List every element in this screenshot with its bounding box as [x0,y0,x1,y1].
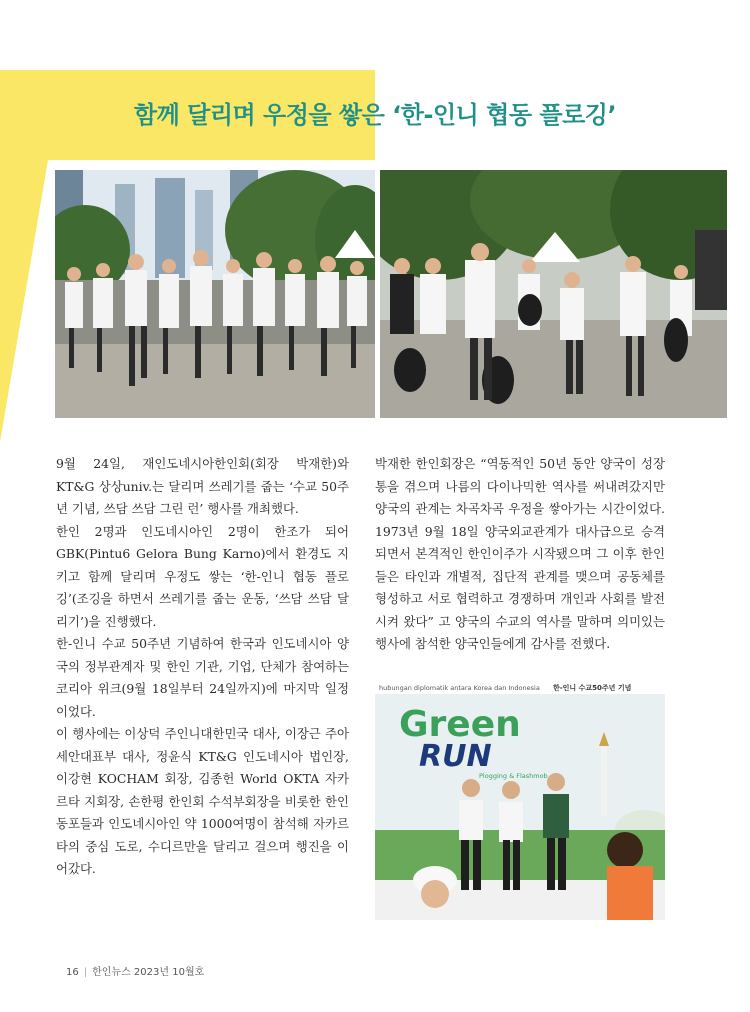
article-column-left [56,453,349,881]
banner-sub-text: Plogging & Flashmob [479,772,548,780]
photo-green-run-stage [375,680,665,920]
publication-name: 한인뉴스 2023년 10월호 [92,967,205,978]
page-title: 함께 달리며 우정을 쌓은 ‘한-인니 협동 플로깅’ [133,101,617,129]
banner-top-right-text: 한-인니 수교50주년 기념 [553,684,632,692]
paragraph: 9월 24일, 재인도네시아한인회(회장 박재한)와 KT&G 상상univ.는 달리며 쓰레기를 줍는 ‘수교 50주년 기념, 쓰담 쓰담 그린 런’ 행사를 개최했다. [56,456,349,516]
paragraph: 한인 2명과 인도네시아인 2명이 한조가 되어 GBK(Pintu6 Gelora Bung Karno)에서 환경도 지키고 함께 달리며 우정도 쌓는 ‘한-인니 협동 플로깅’(조깅을 하면서 쓰레기를 줍는 운동, ‘쓰담 쓰담 달리기’)을 진행했다. [56,523,349,629]
banner-run-text: RUN [419,739,492,774]
photo-plogging-participants [380,170,727,418]
page-footer [66,963,204,978]
photo-group-running [55,170,375,418]
paragraph: 한-인니 수교 50주년 기념하여 한국과 인도네시아 양국의 정부관계자 및 한인 기관, 기업, 단체가 참여하는 코리아 위크(9월 18일부터 24일까지)에 마지막 일정이었다. [56,636,349,719]
banner-green-text: Green [399,704,521,745]
decorative-yellow-wedge [0,160,48,442]
paragraph: 이 행사에는 이상덕 주인니대한민국 대사, 이장근 주아세안대표부 대사, 정윤식 KT&G 인도네시아 법인장, 이강현 KOCHAM 회장, 김종헌 World OKTA 자카르타 지회장, 손한평 한인회 수석부회장을 비롯한 한인동포들과 인도네시아인 약 1000여명이 참석해 자카르타의 중심 도로, 수디르만을 달리고 걸으며 행진을 이어갔다. [56,726,349,876]
banner-top-left-text: hubungan diplomatik antara Korea dan Indonesia [379,684,540,692]
article-column-right [375,453,665,656]
page-number: 16 [66,967,79,978]
footer-divider: | [83,967,88,978]
paragraph: 박재한 한인회장은 “역동적인 50년 동안 양국이 성장통을 겪으며 나름의 다이나믹한 역사를 써내려갔지만 양국의 관계는 차곡차곡 우정을 쌓아가는 시간이었다. 1973년 9월 18일 양국외교관계가 대사급으로 승격되면서 본격적인 한인이주가 시작됐으며 그 이후 한인들은 타인과 개별적, 집단적 관계를 맺으며 공동체를 형성하고 서로 협력하고 경쟁하며 개인과 사회를 발전시켜 왔다” 고 양국의 수교의 역사를 말하며 의미있는 행사에 참석한 양국인들에게 감사를 전했다. [375,456,665,651]
